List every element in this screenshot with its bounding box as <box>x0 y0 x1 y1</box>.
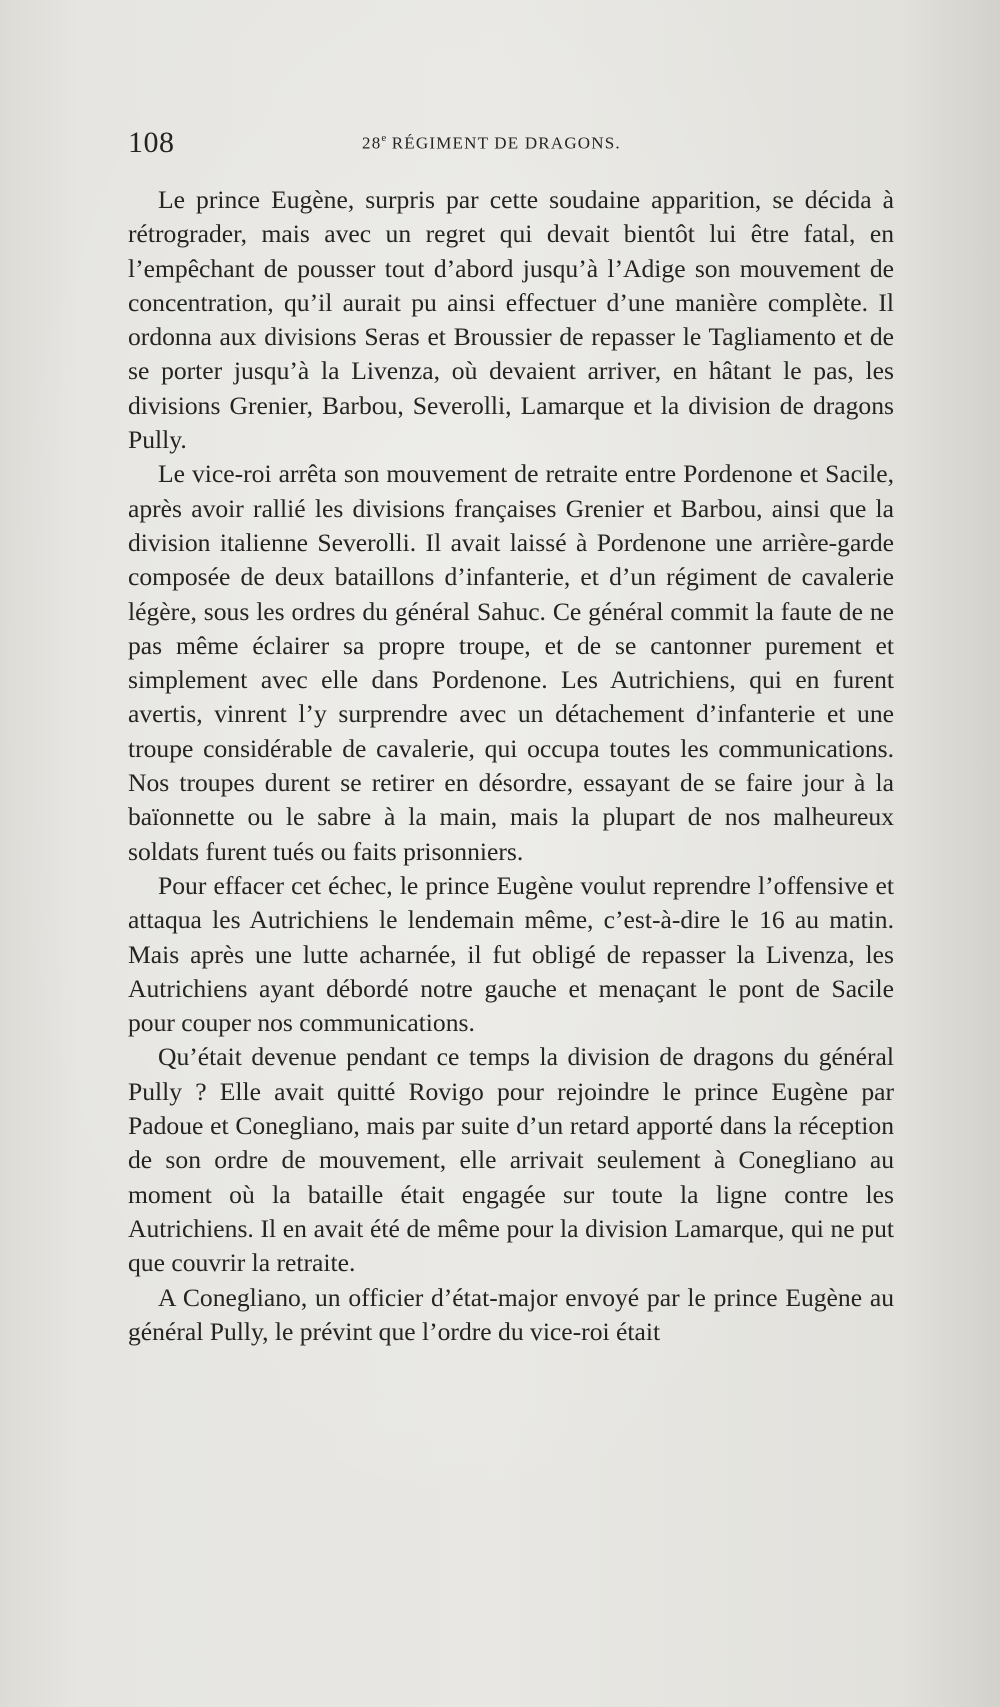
page-number: 108 <box>128 126 175 159</box>
ordinal-suffix: e <box>381 132 387 144</box>
paragraph-2: Le vice-roi arrêta son mouvement de retraite entre Pordenone et Sacile, après avoir rallié les divisions françaises Grenier et Barbou, ainsi que la division italienne Severolli. Il avait laissé à Pordenone une arrière-garde composée de deux bataillons d’infanterie, et d’un régiment de cavalerie légère, sous les ordres du général Sahuc. Ce général commit la faute de ne pas même éclairer sa propre troupe, et de se cantonner purement et simplement avec elle dans Pordenone. Les Autrichiens, qui en furent avertis, vinrent l’y surprendre avec un détachement d’infanterie et une troupe considérable de cavalerie, qui occupa toutes les communications. Nos troupes durent se retirer en désordre, essayant de se faire jour à la baïonnette ou le sabre à la main, mais la plupart de nos malheureux soldats furent tués ou faits prisonniers. <box>128 459 894 866</box>
paragraph-5: A Conegliano, un officier d’état-major envoyé par le prince Eugène au général Pully, le prévint que l’ordre du vice-roi était <box>128 1282 894 1346</box>
regiment-number: 28 <box>362 133 382 153</box>
paragraph-3: Pour effacer cet échec, le prince Eugène voulut reprendre l’offensive et attaqua les Autrichiens le lendemain même, c’est-à-dire le 16 au matin. Mais après une lutte acharnée, il fut obligé de repasser la Livenza, les Autrichiens ayant débordé notre gauche et menaçant le pont de Sacile pour couper nos communications. <box>128 870 894 1038</box>
running-title-text: RÉGIMENT DE DRAGONS. <box>386 133 621 153</box>
running-title <box>362 133 621 154</box>
paragraph-1: Le prince Eugène, surpris par cette soudaine apparition, se décida à rétrograder, mais avec un regret qui devait bientôt lui être fatal, en l’empêchant de pousser tout d’abord jusqu’à l’Adige son mouvement de concentration, qu’il aurait pu ainsi effectuer d’une manière complète. Il ordonna aux divisions Seras et Broussier de repasser le Tagliamento et de se porter jusqu’à la Livenza, où devaient arriver, en hâtant le pas, les divisions Grenier, Barbou, Severolli, Lamarque et la division de dragons Pully. <box>128 185 894 455</box>
page-header <box>128 126 648 166</box>
body-text <box>128 183 894 1349</box>
paragraph-4: Qu’était devenue pendant ce temps la division de dragons du général Pully ? Elle avait quitté Rovigo pour rejoindre le prince Eugène par Padoue et Conegliano, mais par suite d’un retard apporté dans la réception de son ordre de mouvement, elle arrivait seulement à Conegliano au moment où la bataille était engagée sur toute la ligne contre les Autrichiens. Il en avait été de même pour la division Lamarque, qui ne put que couvrir la retraite. <box>128 1042 894 1278</box>
